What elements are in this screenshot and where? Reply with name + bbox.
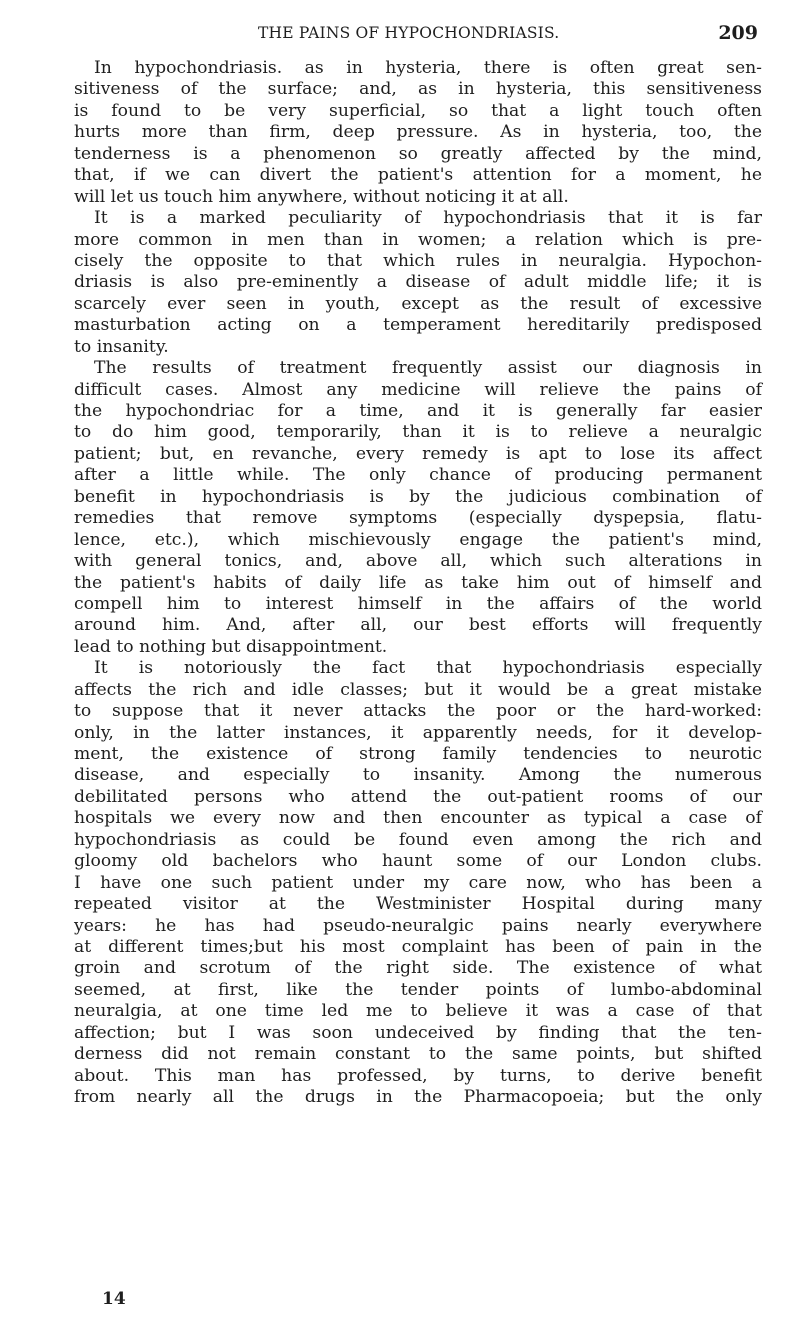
text-line: will let us touch him anywhere, without noticing it at all. <box>74 186 569 207</box>
text-line: compell him to interest himself in the affairs of the world <box>74 593 762 614</box>
text-line: remedies that remove symptoms (especially dyspepsia, flatu- <box>74 508 762 529</box>
text-line: about. This man has professed, by turns, to derive benefit <box>74 1065 762 1086</box>
text-line: lence, etc.), which mischievously engage the patient's mind, <box>74 529 762 550</box>
text-line: at different times;but his most complaint has been of pain in the <box>74 936 762 957</box>
text-line: groin and scrotum of the right side. The existence of what <box>74 958 762 979</box>
signature-mark: 14 <box>102 1289 126 1309</box>
text-line: affection; but I was soon undeceived by finding that the ten- <box>74 1022 762 1043</box>
text-line: lead to nothing but disappointment. <box>74 636 388 657</box>
text-line: It is a marked peculiarity of hypochondriasis that it is far <box>94 208 762 229</box>
text-line: to suppose that it never attacks the poor or the hard-worked: <box>74 701 762 722</box>
text-line: hypochondriasis as could be found even among the rich and <box>74 829 762 850</box>
text-line: hospitals we every now and then encounter as typical a case of <box>74 808 762 829</box>
text-line: cisely the opposite to that which rules in neuralgia. Hypochon- <box>74 250 762 271</box>
text-line: around him. And, after all, our best efforts will frequently <box>74 615 762 636</box>
text-line: after a little while. The only chance of producing permanent <box>74 465 762 486</box>
text-line: repeated visitor at the Westminister Hospital during many <box>74 894 762 915</box>
text-line: only, in the latter instances, it apparently needs, for it develop- <box>74 722 762 743</box>
page-number: 209 <box>718 22 758 44</box>
text-line: difficult cases. Almost any medicine will relieve the pains of <box>74 379 762 400</box>
text-line: hurts more than firm, deep pressure. As in hysteria, too, the <box>74 122 762 143</box>
text-line: is found to be very superficial, so that a light touch often <box>74 100 762 121</box>
text-line: with general tonics, and, above all, which such alterations in <box>74 551 762 572</box>
text-line: to do him good, temporarily, than it is to relieve a neuralgic <box>74 422 762 443</box>
text-line: that, if we can divert the patient's attention for a moment, he <box>74 165 762 186</box>
text-line: the patient's habits of daily life as take him out of himself and <box>74 572 762 593</box>
running-title: THE PAINS OF HYPOCHONDRIASIS. <box>258 24 560 42</box>
text-line: the hypochondriac for a time, and it is generally far easier <box>74 401 762 421</box>
body-text <box>74 58 762 1108</box>
text-line: neuralgia, at one time led me to believe it was a case of that <box>74 1001 762 1022</box>
text-line: more common in men than in women; a relation which is pre- <box>74 229 762 250</box>
text-line: derness did not remain constant to the same points, but shifted <box>74 1044 762 1065</box>
text-line: affects the rich and idle classes; but it would be a great mistake <box>74 679 762 700</box>
text-line: I have one such patient under my care now, who has been a <box>74 872 762 893</box>
text-line: sitiveness of the surface; and, as in hysteria, this sensitiveness <box>74 79 762 100</box>
text-line: masturbation acting on a temperament hereditarily predisposed <box>74 315 762 336</box>
text-line: seemed, at first, like the tender points of lumbo-abdominal <box>74 979 762 1000</box>
text-line: to insanity. <box>74 336 169 357</box>
text-line: ment, the existence of strong family tendencies to neurotic <box>74 744 762 764</box>
text-line: driasis is also pre-eminently a disease of adult middle life; it is <box>74 272 762 293</box>
page-header <box>78 20 758 50</box>
text-line: patient; but, en revanche, every remedy is apt to lose its affect <box>74 443 762 464</box>
text-line: benefit in hypochondriasis is by the judicious combination of <box>74 486 762 507</box>
text-line: scarcely ever seen in youth, except as the result of excessive <box>74 293 762 314</box>
text-line: debilitated persons who attend the out-patient rooms of our <box>74 786 762 807</box>
text-line: disease, and especially to insanity. Among the numerous <box>74 765 762 786</box>
text-line: from nearly all the drugs in the Pharmacopoeia; but the only <box>74 1087 762 1107</box>
text-line: years: he has had pseudo-neuralgic pains nearly everywhere <box>74 915 762 936</box>
text-line: It is notoriously the fact that hypochondriasis especially <box>94 658 762 679</box>
text-line: The results of treatment frequently assist our diagnosis in <box>94 358 762 379</box>
text-line: In hypochondriasis. as in hysteria, there is often great sen- <box>94 58 762 78</box>
text-line: tenderness is a phenomenon so greatly affected by the mind, <box>74 143 762 164</box>
text-line: gloomy old bachelors who haunt some of our London clubs. <box>74 851 762 872</box>
